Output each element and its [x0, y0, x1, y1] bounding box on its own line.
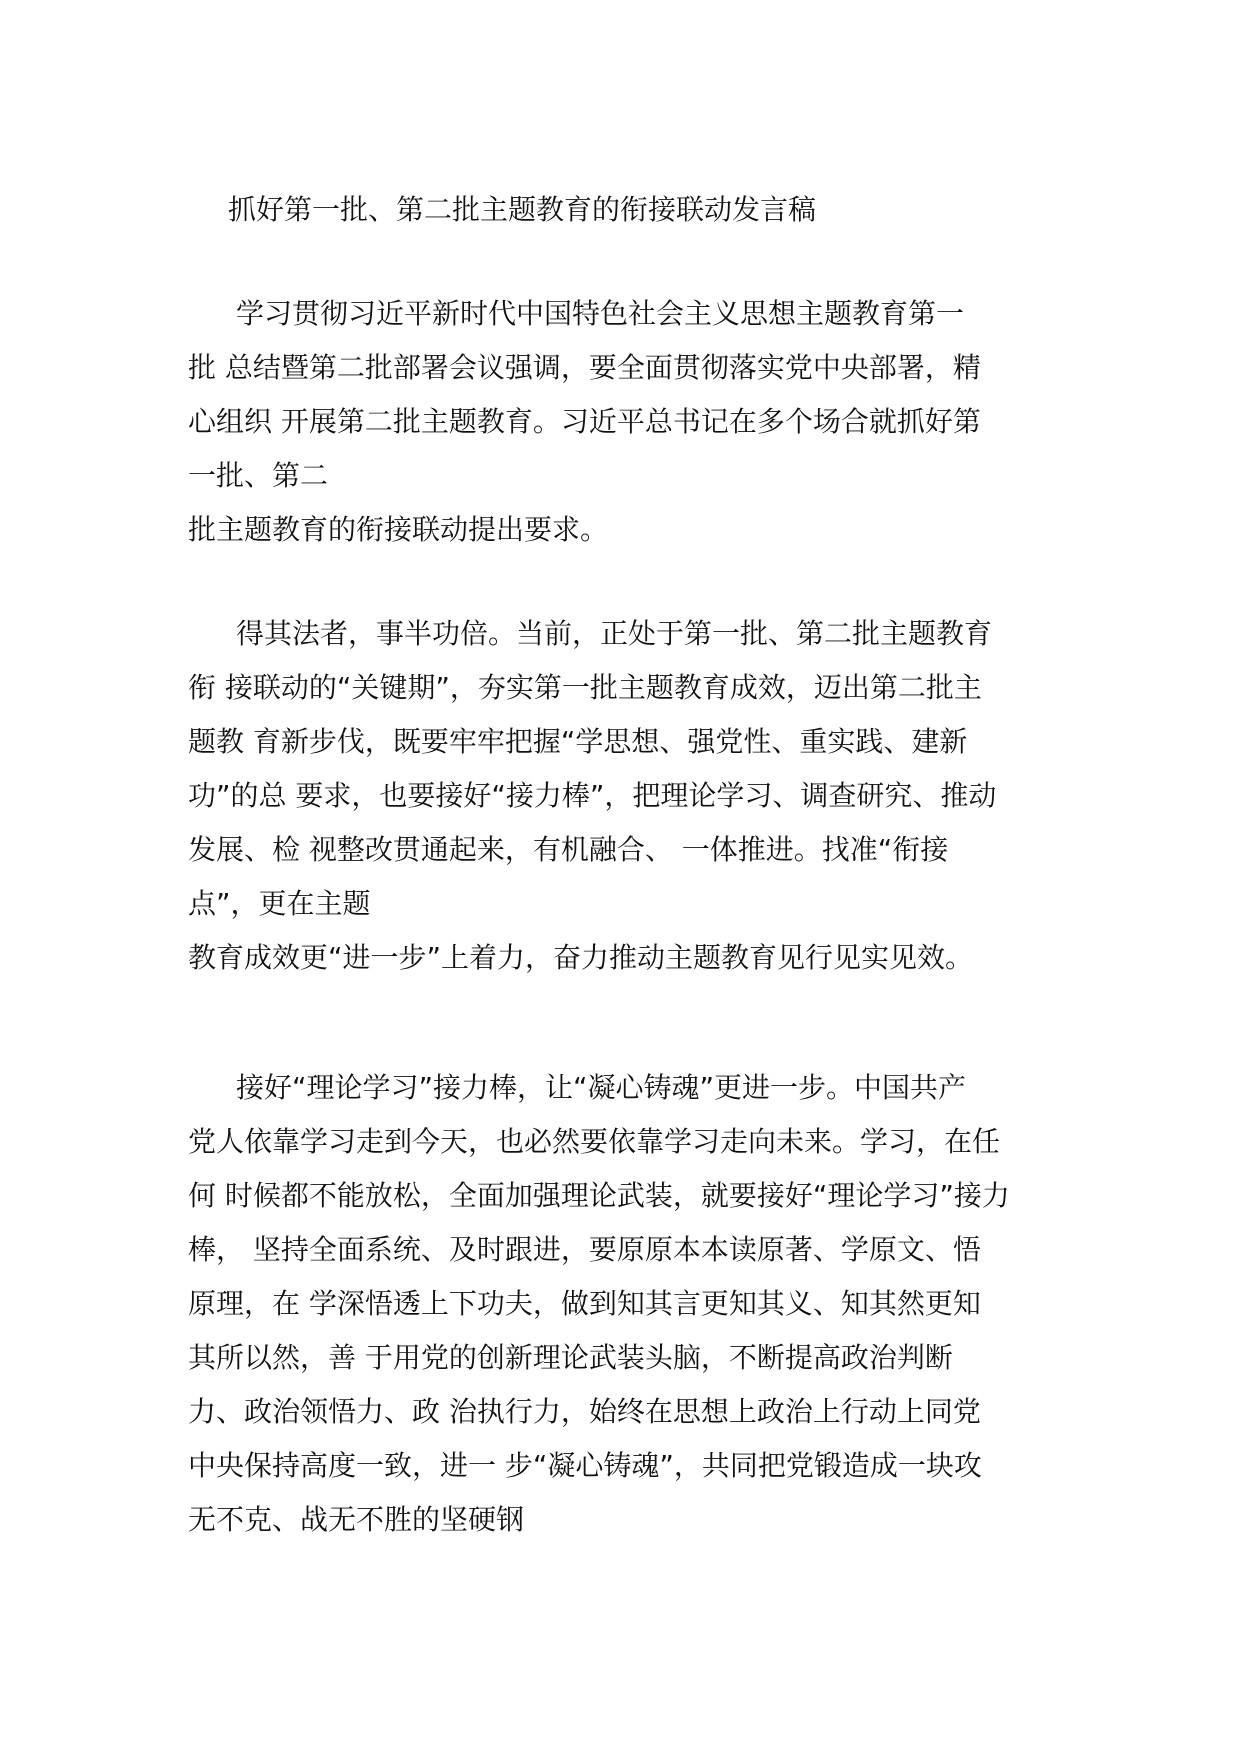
paragraph-3-line-8: 中央保持高度一致，进一 步“凝心铸魂”，共同把党锻造成一块攻	[188, 1449, 982, 1482]
paragraph-1-line-3: 心组织 开展第二批主题教育。习近平总书记在多个场合就抓好第	[188, 405, 981, 438]
paragraph-3-line-1: 接好“理论学习”接力棒，让“凝心铸魂”更进一步。中国共产	[236, 1071, 967, 1104]
paragraph-3-line-7: 力、政治领悟力、政 治执行力，始终在思想上政治上行动上同党	[188, 1395, 981, 1428]
paragraph-2-line-5: 发展、检 视整改贯通起来，有机融合、 一体推进。找准“衔接	[188, 833, 949, 866]
paragraph-3-line-5: 原理，在 学深悟透上下功夫，做到知其言更知其义、知其然更知	[188, 1287, 981, 1320]
paragraph-1-line-4: 一批、第二	[188, 459, 329, 492]
document-title: 抓好第一批、第二批主题教育的衔接联动发言稿	[228, 193, 817, 226]
paragraph-1-line-2: 批 总结暨第二批部署会议强调，要全面贯彻落实党中央部署，精	[188, 351, 981, 384]
paragraph-3-line-3: 何 时候都不能放松，全面加强理论武装，就要接好“理论学习”接力	[188, 1179, 1010, 1212]
paragraph-1-line-1: 学习贯彻习近平新时代中国特色社会主义思想主题教育第一	[236, 297, 965, 330]
paragraph-2-line-2: 衔 接联动的“关键期”，夯实第一批主题教育成效，迈出第二批主	[188, 671, 982, 704]
paragraph-3-line-4: 棒， 坚持全面系统、及时跟进，要原原本本读原著、学原文、悟	[188, 1233, 981, 1266]
paragraph-2-line-3: 题教 育新步伐，既要牢牢把握“学思想、强党性、重实践、建新	[188, 725, 968, 758]
paragraph-2-line-1: 得其法者，事半功倍。当前，正处于第一批、第二批主题教育	[236, 617, 993, 650]
paragraph-3-line-2: 党人依靠学习走到今天，也必然要依靠学习走向未来。学习，在任	[188, 1125, 1001, 1158]
paragraph-2-line-7: 教育成效更“进一步”上着力，奋力推动主题教育见行见实见效。	[188, 941, 974, 974]
paragraph-2-line-4: 功”的总 要求，也要接好“接力棒”，把理论学习、调查研究、推动	[188, 779, 997, 812]
paragraph-3-line-9: 无不克、战无不胜的坚硬钢	[188, 1503, 525, 1536]
paragraph-3-line-6: 其所以然，善 于用党的创新理论武装头脑，不断提高政治判断	[188, 1341, 953, 1374]
paragraph-2-line-6: 点”，更在主题	[188, 887, 371, 920]
paragraph-1-line-5: 批主题教育的衔接联动提出要求。	[188, 513, 609, 546]
